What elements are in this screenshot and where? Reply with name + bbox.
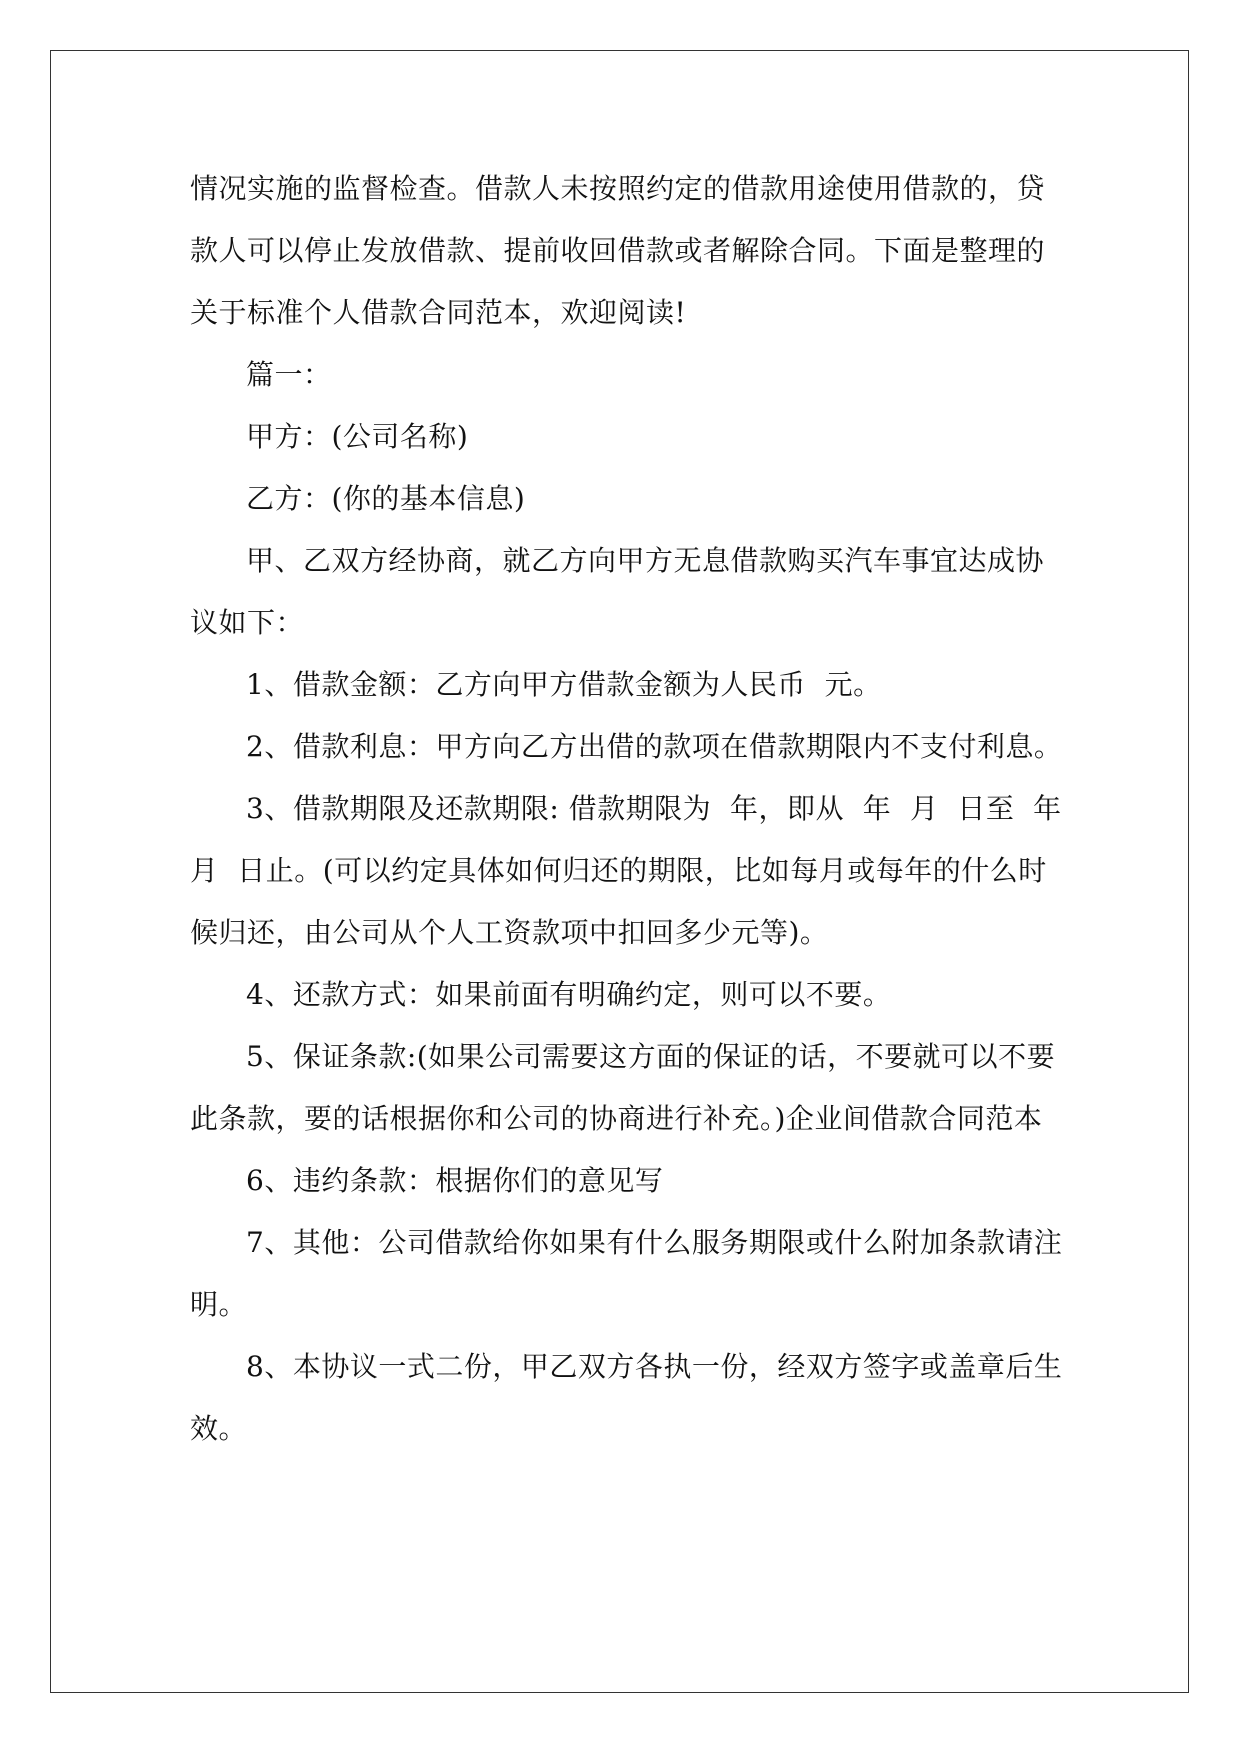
clause-copies: 8、本协议一式二份，甲乙双方各执一份，经双方签字或盖章后生效。	[190, 1350, 1063, 1445]
clause-other: 7、其他：公司借款给你如果有什么服务期限或什么附加条款请注明。	[190, 1226, 1063, 1321]
party-a-line: 甲方：(公司名称)	[246, 420, 469, 453]
clause-loan-amount: 1、借款金额：乙方向甲方借款金额为人民币 元。	[246, 668, 882, 701]
intro-paragraph: 情况实施的监督检查。借款人未按照约定的借款用途使用借款的，贷款人可以停止发放借款、提前收回借款或者解除合同。下面是整理的关于标准个人借款合同范本，欢迎阅读!	[190, 172, 1046, 329]
document-body	[190, 158, 1081, 1460]
clause-loan-interest: 2、借款利息：甲方向乙方出借的款项在借款期限内不支付利息。	[246, 730, 1063, 763]
party-b-line: 乙方：(你的基本信息)	[246, 482, 526, 515]
clause-breach: 6、违约条款：根据你们的意见写	[246, 1164, 664, 1197]
clause-guarantee: 5、保证条款:(如果公司需要这方面的保证的话，不要就可以不要此条款，要的话根据你和公司的协商进行补充。)企业间借款合同范本	[190, 1040, 1056, 1135]
clause-repayment-method: 4、还款方式：如果前面有明确约定，则可以不要。	[246, 978, 892, 1011]
agreement-preamble: 甲、乙双方经协商，就乙方向甲方无息借款购买汽车事宜达成协议如下：	[190, 544, 1045, 639]
section-heading: 篇一：	[246, 358, 332, 391]
clause-loan-term: 3、借款期限及还款期限: 借款期限为 年，即从 年 月 日至 年 月 日止。(可以约定具体如何归还的期限，比如每月或每年的什么时候归还，由公司从个人工资款项中扣回多少元等)。	[190, 792, 1081, 949]
